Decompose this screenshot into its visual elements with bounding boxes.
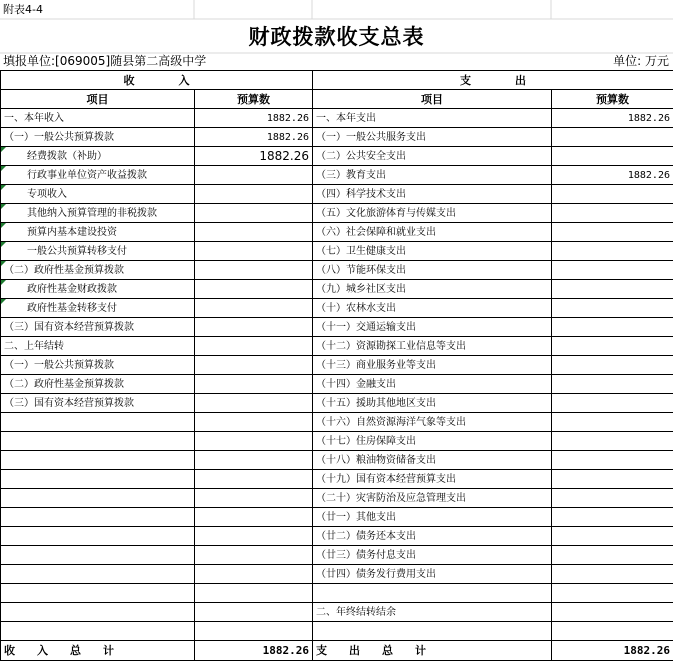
cell-note-marker-icon xyxy=(1,204,6,209)
expense-item-label: （十三）商业服务业等支出 xyxy=(316,360,436,371)
expense-item-label: （四）科学技术支出 xyxy=(316,189,406,200)
table-row xyxy=(1,451,673,470)
income-budget-cell xyxy=(195,622,313,641)
expense-item-cell xyxy=(313,223,552,242)
income-item-cell xyxy=(1,109,195,128)
income-budget-cell xyxy=(195,375,313,394)
currency-unit: 单位: 万元 xyxy=(613,53,669,70)
expense-budget-cell xyxy=(552,432,673,451)
expense-item-label: （十四）金融支出 xyxy=(316,379,396,390)
income-item-cell xyxy=(1,147,195,166)
income-item-label: （三）国有资本经营预算拨款 xyxy=(4,322,134,333)
income-item-label: 预算内基本建设投资 xyxy=(27,227,117,238)
expense-budget-cell xyxy=(552,508,673,527)
expense-budget-cell xyxy=(552,413,673,432)
expense-budget-cell xyxy=(552,109,673,128)
expense-item-cell xyxy=(313,527,552,546)
expense-item-cell xyxy=(313,622,552,641)
expense-budget-cell xyxy=(552,527,673,546)
income-budget-cell xyxy=(195,394,313,413)
income-budget-cell xyxy=(195,280,313,299)
expense-item-cell xyxy=(313,451,552,470)
income-item-label: 经费拨款（补助） xyxy=(27,151,107,162)
income-budget-header: 预算数 xyxy=(195,90,313,109)
income-budget-cell xyxy=(195,147,313,166)
expense-item-label: （廿四）债务发行费用支出 xyxy=(316,569,436,580)
cell-note-marker-icon xyxy=(1,147,6,152)
expense-item-cell xyxy=(313,280,552,299)
income-budget-cell xyxy=(195,318,313,337)
expense-item-label: （十八）粮油物资储备支出 xyxy=(316,455,436,466)
expense-budget-cell xyxy=(552,166,673,185)
expense-budget-header: 预算数 xyxy=(552,90,673,109)
expense-budget-cell xyxy=(552,261,673,280)
income-item-cell xyxy=(1,204,195,223)
income-budget-cell xyxy=(195,565,313,584)
income-budget-cell xyxy=(195,527,313,546)
table-row xyxy=(1,185,673,204)
income-item-cell xyxy=(1,565,195,584)
expense-item-cell xyxy=(313,185,552,204)
income-item-cell xyxy=(1,318,195,337)
expense-budget-cell xyxy=(552,337,673,356)
income-item-label: 一、本年收入 xyxy=(4,113,64,124)
cell-note-marker-icon xyxy=(1,242,6,247)
expense-budget-cell xyxy=(552,565,673,584)
table-row xyxy=(1,394,673,413)
income-item-cell xyxy=(1,622,195,641)
cell-note-marker-icon xyxy=(1,261,6,266)
income-budget-cell xyxy=(195,451,313,470)
income-item-cell xyxy=(1,432,195,451)
income-budget-cell xyxy=(195,166,313,185)
income-budget-cell xyxy=(195,242,313,261)
income-item-cell xyxy=(1,394,195,413)
income-budget-cell xyxy=(195,337,313,356)
expense-item-cell xyxy=(313,261,552,280)
expense-item-label: （十）农林水支出 xyxy=(316,303,396,314)
expense-item-cell xyxy=(313,128,552,147)
expense-budget-cell xyxy=(552,451,673,470)
expense-budget-cell xyxy=(552,242,673,261)
expense-item-cell xyxy=(313,356,552,375)
table-row xyxy=(1,413,673,432)
expense-total-value: 1882.26 xyxy=(552,641,673,661)
income-item-cell xyxy=(1,508,195,527)
table-row xyxy=(1,565,673,584)
income-item-cell xyxy=(1,375,195,394)
expense-item-label: （十二）资源勘探工业信息等支出 xyxy=(316,341,466,352)
section-header-row xyxy=(1,71,673,90)
income-item-cell xyxy=(1,299,195,318)
expense-budget-cell xyxy=(552,622,673,641)
expense-item-cell xyxy=(313,565,552,584)
expense-item-cell xyxy=(313,204,552,223)
income-budget-cell xyxy=(195,185,313,204)
income-budget-cell xyxy=(195,356,313,375)
income-budget-cell xyxy=(195,128,313,147)
cell-note-marker-icon xyxy=(1,223,6,228)
expense-item-cell xyxy=(313,375,552,394)
expense-item-label: （一）一般公共服务支出 xyxy=(316,132,426,143)
table-row xyxy=(1,337,673,356)
table-row xyxy=(1,432,673,451)
expense-item-label: （十七）住房保障支出 xyxy=(316,436,416,447)
expense-budget-cell xyxy=(552,546,673,565)
income-budget-cell xyxy=(195,470,313,489)
income-item-cell xyxy=(1,584,195,603)
expense-item-cell xyxy=(313,489,552,508)
expense-budget-cell xyxy=(552,280,673,299)
expense-item-label: （十五）援助其他地区支出 xyxy=(316,398,436,409)
expense-item-cell xyxy=(313,546,552,565)
expense-budget-value: 1882.26 xyxy=(628,170,670,181)
expense-budget-cell xyxy=(552,299,673,318)
expense-item-label: 一、本年支出 xyxy=(316,113,376,124)
expense-budget-cell xyxy=(552,470,673,489)
expense-budget-cell xyxy=(552,356,673,375)
total-row xyxy=(1,641,673,661)
expense-item-label: （十六）自然资源海洋气象等支出 xyxy=(316,417,466,428)
column-header-row xyxy=(1,90,673,109)
expense-item-label: （三）教育支出 xyxy=(316,170,386,181)
expense-item-cell xyxy=(313,394,552,413)
expense-item-header: 项目 xyxy=(313,90,552,109)
expense-item-label: （廿一）其他支出 xyxy=(316,512,396,523)
table-row xyxy=(1,299,673,318)
income-item-cell xyxy=(1,451,195,470)
expense-item-label: （十一）交通运输支出 xyxy=(316,322,416,333)
expense-item-label: （十九）国有资本经营预算支出 xyxy=(316,474,456,485)
cell-note-marker-icon xyxy=(1,166,6,171)
income-item-label: （一）一般公共预算拨款 xyxy=(4,360,114,371)
table-row xyxy=(1,546,673,565)
table-row xyxy=(1,242,673,261)
income-item-cell xyxy=(1,413,195,432)
table-row xyxy=(1,470,673,489)
income-budget-cell xyxy=(195,432,313,451)
expense-item-cell xyxy=(313,413,552,432)
income-item-cell xyxy=(1,128,195,147)
income-item-cell xyxy=(1,603,195,622)
income-item-label: 行政事业单位资产收益拨款 xyxy=(27,170,147,181)
table-row xyxy=(1,128,673,147)
table-row xyxy=(1,622,673,641)
income-section-header: 收 入 xyxy=(1,71,313,90)
expense-item-label: （二十）灾害防治及应急管理支出 xyxy=(316,493,466,504)
income-item-cell xyxy=(1,280,195,299)
income-item-cell xyxy=(1,223,195,242)
expense-item-label: （八）节能环保支出 xyxy=(316,265,406,276)
table-row xyxy=(1,223,673,242)
income-item-cell xyxy=(1,527,195,546)
income-item-label: 专项收入 xyxy=(27,189,67,200)
income-budget-value: 1882.26 xyxy=(267,113,309,124)
income-budget-cell xyxy=(195,109,313,128)
income-budget-cell xyxy=(195,603,313,622)
expense-item-label: （五）文化旅游体育与传媒支出 xyxy=(316,208,456,219)
cell-note-marker-icon xyxy=(1,280,6,285)
income-item-cell xyxy=(1,261,195,280)
expense-item-cell xyxy=(313,242,552,261)
table-row xyxy=(1,261,673,280)
expense-item-cell xyxy=(313,337,552,356)
income-item-label: 政府性基金财政拨款 xyxy=(27,284,117,295)
expense-budget-cell xyxy=(552,185,673,204)
income-budget-value: 1882.26 xyxy=(259,149,309,163)
income-item-cell xyxy=(1,185,195,204)
table-row xyxy=(1,318,673,337)
income-item-cell xyxy=(1,546,195,565)
income-budget-cell xyxy=(195,413,313,432)
income-budget-value: 1882.26 xyxy=(267,132,309,143)
income-item-label: 一般公共预算转移支付 xyxy=(27,246,127,257)
annex-label: 附表4-4 xyxy=(0,0,43,19)
cell-note-marker-icon xyxy=(1,185,6,190)
expense-budget-cell xyxy=(552,318,673,337)
income-item-label: 二、上年结转 xyxy=(4,341,64,352)
expense-total-label: 支 出 总 计 xyxy=(313,641,552,661)
page-title: 财政拨款收支总表 xyxy=(0,19,673,53)
cell-note-marker-icon xyxy=(1,299,6,304)
income-item-label: 政府性基金转移支付 xyxy=(27,303,117,314)
expense-item-cell xyxy=(313,299,552,318)
income-budget-cell xyxy=(195,508,313,527)
income-item-header: 项目 xyxy=(1,90,195,109)
expense-budget-cell xyxy=(552,489,673,508)
income-item-cell xyxy=(1,166,195,185)
table-row xyxy=(1,204,673,223)
expense-budget-cell xyxy=(552,147,673,166)
unit-row xyxy=(0,53,673,70)
expense-item-cell xyxy=(313,508,552,527)
expense-budget-cell xyxy=(552,584,673,603)
table-row xyxy=(1,489,673,508)
table-row xyxy=(1,375,673,394)
table-row xyxy=(1,356,673,375)
expense-item-label: （九）城乡社区支出 xyxy=(316,284,406,295)
expense-budget-cell xyxy=(552,204,673,223)
table-row xyxy=(1,166,673,185)
income-item-label: （二）政府性基金预算拨款 xyxy=(4,379,124,390)
income-budget-cell xyxy=(195,299,313,318)
expense-item-cell xyxy=(313,584,552,603)
expense-item-label: （廿三）债务付息支出 xyxy=(316,550,416,561)
income-item-cell xyxy=(1,337,195,356)
expense-section-header: 支 出 xyxy=(313,71,673,90)
table-row xyxy=(1,508,673,527)
expense-item-cell xyxy=(313,603,552,622)
expense-budget-cell xyxy=(552,603,673,622)
income-total-label: 收 入 总 计 xyxy=(1,641,195,661)
income-item-label: 其他纳入预算管理的非税拨款 xyxy=(27,208,157,219)
expense-item-label: （七）卫生健康支出 xyxy=(316,246,406,257)
income-item-label: （三）国有资本经营预算拨款 xyxy=(4,398,134,409)
expense-item-cell xyxy=(313,166,552,185)
expense-item-label: （廿二）债务还本支出 xyxy=(316,531,416,542)
table-row xyxy=(1,584,673,603)
income-budget-cell xyxy=(195,261,313,280)
expense-budget-value: 1882.26 xyxy=(628,113,670,124)
reporting-unit: 填报单位:[069005]随县第二高级中学 xyxy=(3,53,206,70)
expense-item-cell xyxy=(313,432,552,451)
expense-item-cell xyxy=(313,318,552,337)
expense-item-label: （六）社会保障和就业支出 xyxy=(316,227,436,238)
expense-item-label: （二）公共安全支出 xyxy=(316,151,406,162)
table-row xyxy=(1,147,673,166)
expense-budget-cell xyxy=(552,128,673,147)
expense-item-cell xyxy=(313,470,552,489)
income-item-cell xyxy=(1,356,195,375)
table-row xyxy=(1,527,673,546)
income-budget-cell xyxy=(195,204,313,223)
income-total-value: 1882.26 xyxy=(195,641,313,661)
income-budget-cell xyxy=(195,223,313,242)
income-item-cell xyxy=(1,489,195,508)
income-item-label: （一）一般公共预算拨款 xyxy=(4,132,114,143)
budget-table xyxy=(0,70,673,661)
expense-item-cell xyxy=(313,147,552,166)
income-budget-cell xyxy=(195,489,313,508)
income-item-label: （二）政府性基金预算拨款 xyxy=(4,265,124,276)
expense-item-label: 二、年终结转结余 xyxy=(316,607,396,618)
income-item-cell xyxy=(1,242,195,261)
expense-budget-cell xyxy=(552,375,673,394)
table-row xyxy=(1,280,673,299)
table-row xyxy=(1,603,673,622)
income-item-cell xyxy=(1,470,195,489)
expense-budget-cell xyxy=(552,223,673,242)
expense-budget-cell xyxy=(552,394,673,413)
income-budget-cell xyxy=(195,584,313,603)
table-row xyxy=(1,109,673,128)
income-budget-cell xyxy=(195,546,313,565)
expense-item-cell xyxy=(313,109,552,128)
